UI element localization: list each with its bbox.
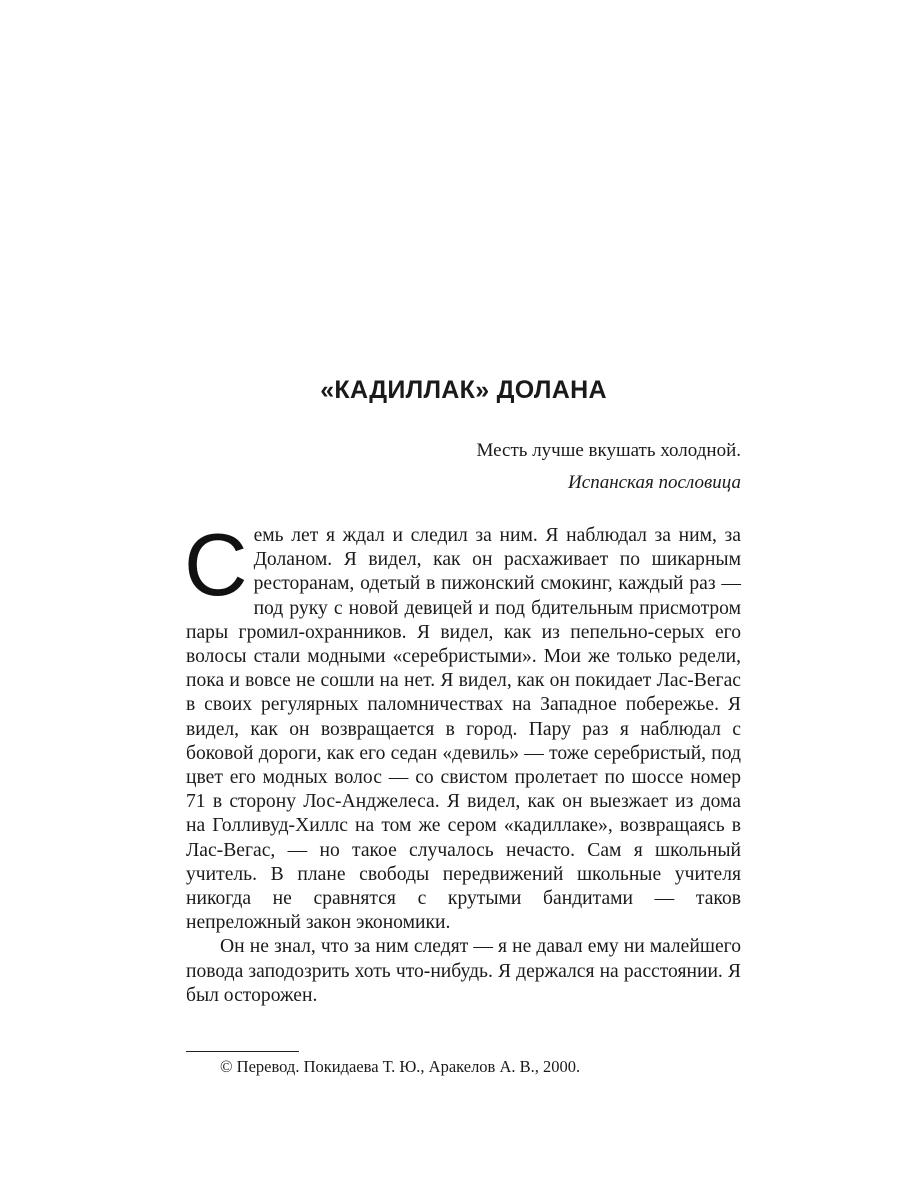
paragraph: [184, 515, 741, 935]
paragraph-text: емь лет я ждал и следил за ним. Я наблюдал за ним, за Доланом. Я видел, как он расхаживает по шикарным ресторанам, одетый в пижонский смокинг, каждый раз — под руку с новой девицей и под бдительным присмотром пары громил-охранников. Я видел, как из пепельно-серых его волосы стали модными «серебристыми». Мои же только редели, пока и вовсе не сошли на нет. Я видел, как он покидает Лас-Вегас в своих регулярных паломничествах на Западное побережье. Я видел, как он возвращается в город. Пару раз я наблюдал с боковой дороги, как его седан «девиль» — тоже серебристый, под цвет его модных волос — со свистом пролетает по шоссе номер 71 в сторону Лос-Анджелеса. Я видел, как он выезжает из дома на Голливуд-Хиллс на том же сером «кадиллаке», возвращаясь в Лас-Вегас, — но такое случалось нечасто. Сам я школьный учитель. В плане свободы передвижений школьные учителя никогда не сравнятся с крутыми бандитами — таков непреложный закон экономики.: [186, 525, 741, 934]
footnote-divider: [186, 1051, 299, 1052]
drop-cap: С: [184, 515, 248, 614]
chapter-title: «КАДИЛЛАК» ДОЛАНА: [320, 376, 607, 404]
epigraph: [186, 437, 741, 497]
paragraph: Он не знал, что за ним следят — я не давал ему ни малейшего повода заподозрить хоть что-нибудь. Я держался на расстоянии. Я был осторожен.: [186, 936, 741, 1006]
copyright-footnote: © Перевод. Покидаева Т. Ю., Аракелов А. В., 2000.: [220, 1057, 581, 1076]
chapter-body: [184, 515, 741, 1008]
epigraph-source: Испанская пословица: [568, 472, 741, 493]
epigraph-quote: Месть лучше вкушать холодной.: [476, 440, 741, 461]
